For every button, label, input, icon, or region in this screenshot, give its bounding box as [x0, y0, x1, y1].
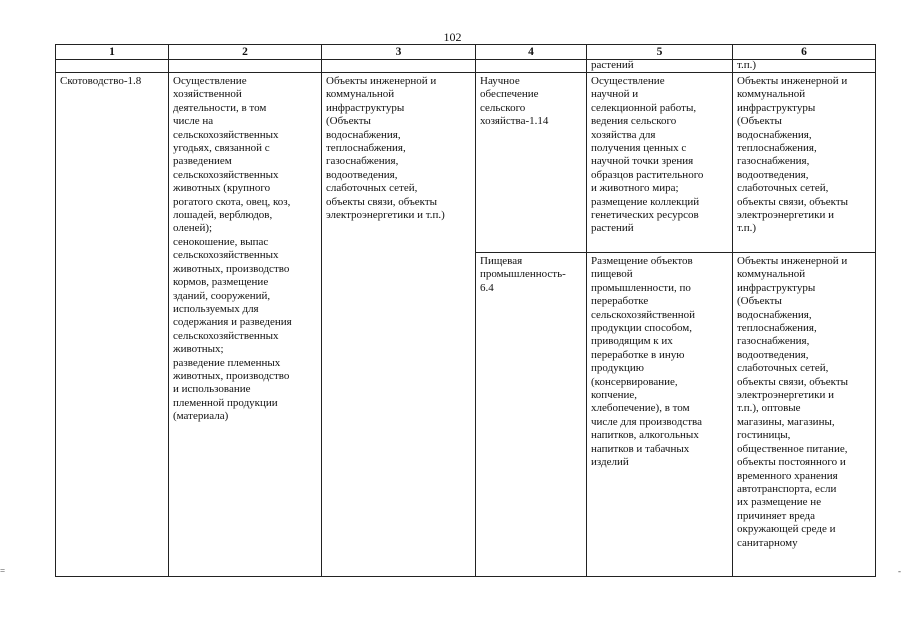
text-line: разведение племенных — [173, 356, 281, 369]
text-line: научной точки зрения — [591, 155, 694, 168]
text-line: промышленности, по — [591, 281, 691, 294]
text-line: животных, производство — [173, 369, 290, 382]
text-line: газоснабжения, — [737, 155, 810, 168]
text-line: санитарному — [737, 536, 798, 549]
text-line: водоотведения, — [737, 348, 809, 361]
text-line: водоотведения, — [326, 168, 398, 181]
text-line: магазины, магазины, — [737, 415, 835, 428]
text-line: оленей); — [173, 222, 213, 235]
text-line: зданий, сооружений, — [173, 289, 271, 302]
text-line: хозяйства-1.14 — [480, 115, 549, 128]
text-line: инфраструктуры — [326, 101, 405, 114]
text-line: напитков, алкогольных — [591, 429, 699, 442]
text-line: (консервирование, — [591, 375, 678, 388]
text-line: пищевой — [591, 268, 633, 281]
text-line: т.п.) — [737, 222, 757, 235]
text-line: общественное питание, — [737, 442, 848, 455]
text-line: т.п.), оптовые — [737, 402, 801, 415]
cell-permitted-use-description — [173, 75, 292, 424]
page-number: 102 — [443, 30, 462, 44]
text-line: водоснабжения, — [326, 128, 401, 141]
text-line: слаботочных сетей, — [737, 362, 829, 375]
text-line: (Объекты — [737, 295, 782, 308]
text-line: Пищевая — [480, 255, 523, 267]
text-line: объекты связи, объекты — [737, 195, 849, 208]
column-divider — [732, 45, 733, 576]
text-line: коммунальной — [737, 88, 806, 101]
cell-sub-description — [591, 255, 702, 470]
text-line: слаботочных сетей, — [326, 182, 418, 195]
text-line: ведения сельского — [591, 115, 677, 128]
text-line: селекционной работы, — [591, 101, 697, 114]
column-divider — [168, 45, 169, 576]
column-divider — [586, 45, 587, 576]
text-line: Скотоводство-1.8 — [60, 75, 142, 87]
text-line: газоснабжения, — [326, 155, 399, 168]
text-line: растений — [591, 222, 634, 235]
text-line: объекты связи, объекты — [326, 195, 438, 208]
text-line: племенной продукции — [173, 396, 278, 409]
land-use-table — [55, 44, 876, 577]
cell-sub-auxiliary-objects — [737, 75, 848, 236]
text-line: продукции способом, — [591, 322, 692, 335]
text-line: продукцию — [591, 362, 645, 375]
text-line: числе на — [173, 115, 214, 128]
text-line: водоснабжения, — [737, 308, 812, 321]
text-line: и использование — [173, 383, 251, 396]
text-line: образцов растительного — [591, 168, 704, 181]
text-line: Размещение объектов — [591, 255, 693, 267]
column-header-3: 3 — [395, 46, 402, 58]
text-line: сельскохозяйственных — [173, 168, 279, 181]
text-line: животных; — [173, 343, 224, 356]
text-line: (материала) — [173, 410, 229, 423]
text-line: деятельности, в том — [173, 101, 267, 114]
text-line: Объекты инженерной и — [326, 75, 437, 87]
text-line: размещение коллекций — [591, 195, 700, 208]
text-line: объекты связи, объекты — [737, 375, 849, 388]
text-line: копчение, — [591, 389, 637, 402]
text-line: хозяйства для — [591, 128, 656, 141]
continuation-cell-col5 — [591, 59, 634, 72]
margin-mark: = — [0, 566, 6, 576]
text-line: электроэнергетики и — [737, 209, 834, 222]
text-line: окружающей среде и — [737, 523, 836, 536]
cell-land-use-type — [60, 75, 141, 88]
text-line: изделий — [591, 456, 629, 469]
text-line: растений — [591, 59, 634, 71]
text-line: обеспечение — [480, 88, 539, 101]
cell-auxiliary-objects — [326, 75, 445, 222]
text-line: автотранспорта, если — [737, 482, 837, 495]
text-line: причиняет вреда — [737, 509, 815, 522]
sub-row-rule — [475, 252, 875, 253]
text-line: хлебопечение), в том — [591, 402, 690, 415]
text-line: промышленность- — [480, 268, 566, 281]
text-line: теплоснабжения, — [326, 142, 406, 155]
text-line: водоотведения, — [737, 168, 809, 181]
text-line: временного хранения — [737, 469, 838, 482]
text-line: коммунальной — [737, 268, 806, 281]
text-line: содержания и разведения — [173, 316, 292, 329]
text-line: сельскохозяйственных — [173, 329, 279, 342]
text-line: получения ценных с — [591, 142, 687, 155]
text-line: объекты постоянного и — [737, 456, 846, 469]
text-line: и животного мира; — [591, 182, 679, 195]
column-header-6: 6 — [801, 46, 807, 58]
text-line: хозяйственной — [173, 88, 242, 101]
text-line: Объекты инженерной и — [737, 75, 848, 87]
text-line: разведением — [173, 155, 232, 168]
text-line: животных (крупного — [173, 182, 271, 195]
text-line: сенокошение, выпас — [173, 235, 269, 248]
column-header-5: 5 — [656, 46, 663, 58]
text-line: напитков и табачных — [591, 442, 690, 455]
cell-sub-land-use-type — [480, 75, 548, 129]
text-line: угодьях, связанной с — [173, 142, 270, 155]
text-line: животных, производство — [173, 262, 290, 275]
text-line: генетических ресурсов — [591, 209, 699, 222]
text-line: инфраструктуры — [737, 101, 816, 114]
text-line: лошадей, верблюдов, — [173, 209, 273, 222]
text-line: приводящим к их — [591, 335, 673, 348]
continuation-cell-col6 — [737, 59, 756, 72]
text-line: водоснабжения, — [737, 128, 812, 141]
text-line: числе для производства — [591, 415, 702, 428]
text-line: Осуществление — [591, 75, 665, 87]
text-line: рогатого скота, овец, коз, — [173, 195, 291, 208]
text-line: сельскохозяйственной — [591, 308, 696, 321]
text-line: их размещение не — [737, 496, 822, 509]
text-line: (Объекты — [737, 115, 782, 128]
column-header-4: 4 — [528, 46, 534, 58]
text-line: т.п.) — [737, 59, 757, 71]
text-line: сельскохозяйственных — [173, 128, 279, 141]
text-line: гостиницы, — [737, 429, 791, 442]
margin-mark: - — [898, 566, 901, 576]
text-line: сельскохозяйственных — [173, 249, 279, 262]
text-line: инфраструктуры — [737, 281, 816, 294]
text-line: (Объекты — [326, 115, 371, 128]
text-line: Научное — [480, 75, 520, 87]
text-line: коммунальной — [326, 88, 395, 101]
text-line: сельского — [480, 101, 526, 114]
text-line: научной и — [591, 88, 639, 101]
column-divider — [321, 45, 322, 576]
text-line: газоснабжения, — [737, 335, 810, 348]
text-line: электроэнергетики и т.п.) — [326, 209, 445, 222]
text-line: переработке в иную — [591, 348, 685, 361]
cell-sub-auxiliary-objects — [737, 255, 848, 550]
text-line: теплоснабжения, — [737, 142, 817, 155]
column-divider — [475, 45, 476, 576]
text-line: Осуществление — [173, 75, 247, 87]
text-line: используемых для — [173, 302, 259, 315]
text-line: слаботочных сетей, — [737, 182, 829, 195]
text-line: переработке — [591, 295, 649, 308]
text-line: теплоснабжения, — [737, 322, 817, 335]
text-line: кормов, размещение — [173, 276, 269, 289]
cell-sub-land-use-type — [480, 255, 566, 295]
text-line: электроэнергетики и — [737, 389, 834, 402]
text-line: Объекты инженерной и — [737, 255, 848, 267]
cell-sub-description — [591, 75, 703, 236]
column-header-1: 1 — [109, 46, 115, 58]
column-header-2: 2 — [242, 46, 248, 58]
text-line: 6.4 — [480, 281, 494, 294]
